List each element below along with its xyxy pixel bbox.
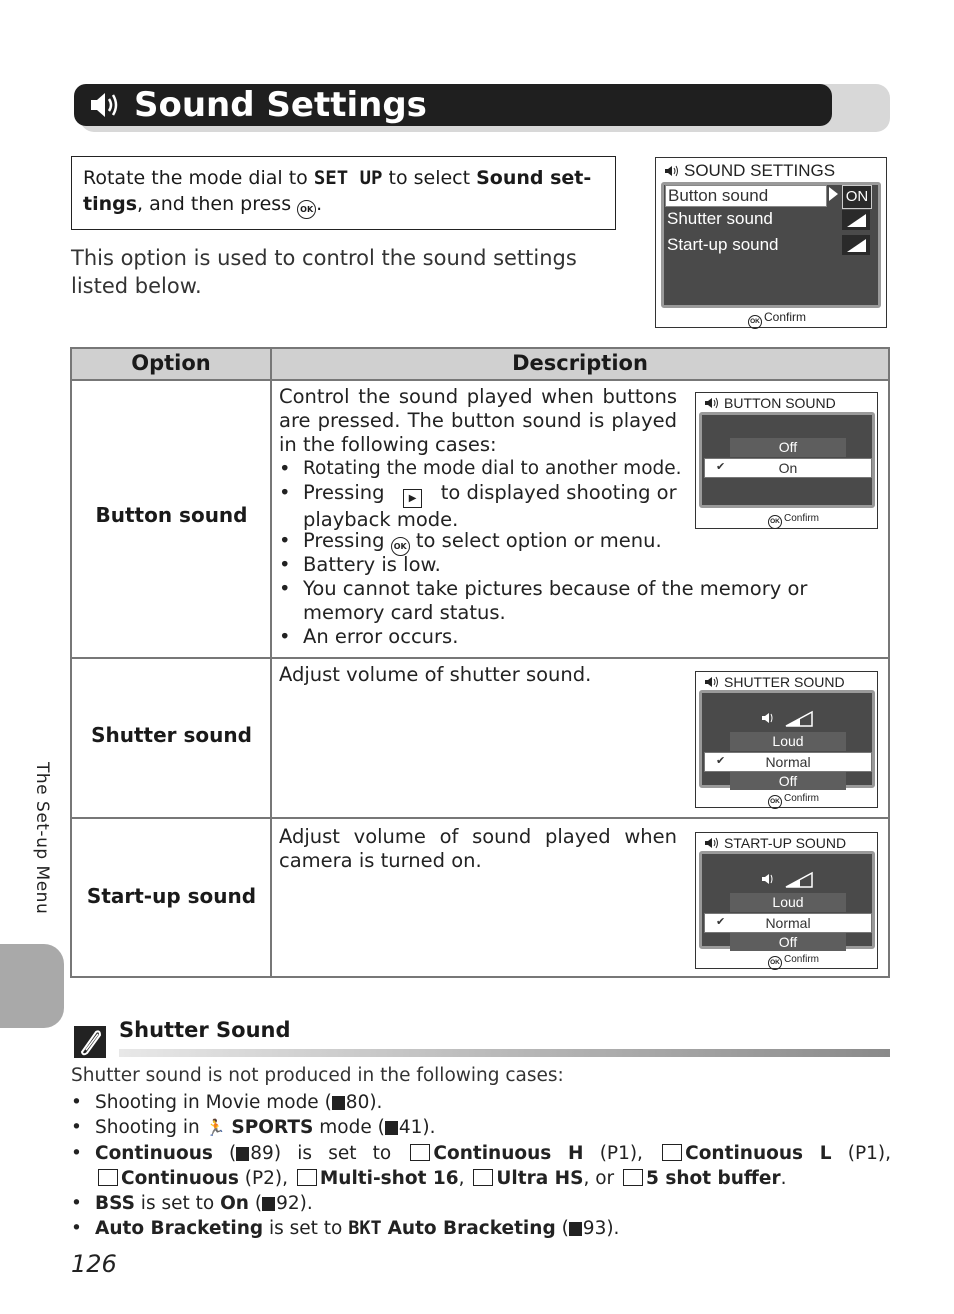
option-shutter-sound: Shutter sound (91, 723, 252, 747)
note-title: Shutter Sound (119, 1018, 291, 1042)
option-on[interactable]: On (704, 458, 872, 478)
ok-button-icon: OK (768, 956, 782, 970)
bkt-icon: BKT (348, 1218, 382, 1239)
page-ref-icon (332, 1096, 345, 1110)
option-startup-sound: Start-up sound (86, 884, 257, 908)
speaker-icon (704, 676, 720, 688)
continuous-l-icon (662, 1144, 682, 1161)
speaker-icon (664, 165, 680, 177)
five-shot-buffer-icon (623, 1169, 643, 1186)
note-bullet: • Auto Bracketing is set to BKT Auto Bracketing ( 93). (71, 1218, 620, 1239)
bullet-item: • Pressing ▶ to displayed shooting or playback mode. (279, 481, 677, 531)
page-ref-icon (569, 1222, 582, 1236)
ok-button-icon: OK (748, 315, 762, 329)
volume-icon (842, 210, 870, 230)
multi-shot-16-icon (297, 1169, 317, 1186)
check-icon: ✔ (716, 916, 726, 928)
option-off[interactable]: Off (730, 933, 846, 951)
page-number: 126 (71, 1250, 117, 1278)
note-bullet: • BSS is set to On ( 92). (71, 1193, 313, 1214)
ok-button-icon: OK (391, 537, 410, 556)
page-ref-icon (262, 1197, 275, 1211)
speaker-icon (88, 90, 124, 120)
bullet-item: • Rotating the mode dial to another mode. (279, 457, 682, 480)
option-loud[interactable]: Loud (730, 893, 846, 912)
continuous-h-icon (410, 1144, 430, 1161)
check-icon: ✔ (716, 461, 726, 473)
note-lead: Shutter sound is not produced in the following cases: (71, 1065, 564, 1086)
ok-button-icon: OK (297, 200, 316, 219)
bullet-item: • Battery is low. (279, 553, 441, 576)
bullet-item: • An error occurs. (279, 625, 459, 648)
speaker-icon (704, 397, 720, 409)
ok-button-icon: OK (768, 515, 782, 529)
button-sound-description: Control the sound played when buttons are pressed. The button sound is played in the following cases: (279, 385, 677, 456)
page-ref-icon (236, 1147, 249, 1161)
page-title: Sound Settings (134, 85, 427, 125)
volume-icon (842, 235, 870, 255)
option-off[interactable]: Off (730, 772, 846, 790)
volume-level-icon (760, 710, 816, 728)
option-loud[interactable]: Loud (730, 732, 846, 751)
menu-item-shutter-sound[interactable]: Shutter sound (667, 209, 773, 228)
arrow-right-icon (829, 187, 838, 201)
playback-button-icon: ▶ (403, 489, 422, 508)
menu-item-startup-sound[interactable]: Start-up sound (667, 235, 779, 254)
shutter-sound-description: Adjust volume of shutter sound. (279, 663, 592, 686)
instruction-box: Rotate the mode dial to SET UP to select Sound set-tings, and then press OK . (71, 156, 616, 230)
shutter-sound-screen: SHUTTER SOUND Loud Normal ✔ Off OK Confirm (695, 671, 878, 808)
page-ref-icon (385, 1121, 398, 1135)
option-normal[interactable]: Normal (704, 913, 872, 933)
bullet-item: • You cannot take pictures because of the memory or memory card status. (279, 577, 808, 624)
speaker-icon (704, 837, 720, 849)
option-button-sound: Button sound (95, 503, 248, 527)
ultra-hs-icon (473, 1169, 493, 1186)
sports-icon: 🏃 (205, 1118, 226, 1137)
option-off[interactable]: Off (730, 438, 846, 457)
options-table (70, 347, 890, 978)
check-icon: ✔ (716, 755, 726, 767)
setup-mode-label: SET UP (313, 167, 383, 189)
column-header-description: Description (272, 349, 888, 379)
startup-sound-description: Adjust volume of sound played when camera is turned on. (279, 825, 677, 872)
note-bullet: • Shooting in 🏃 SPORTS mode ( 41). (71, 1117, 436, 1138)
on-badge: ON (842, 185, 872, 209)
note-bullet: • Continuous ( 89) is set to Continuous H (P1), Continuous L (P1), Continuous (P2), Multi-shot 16, Ultra HS, or 5 shot buffer. (71, 1143, 891, 1189)
column-header-option: Option (72, 349, 270, 379)
startup-sound-screen: START-UP SOUND Loud Normal ✔ Off OK Confirm (695, 832, 878, 969)
button-sound-screen: BUTTON SOUND Off On ✔ OK Confirm (695, 392, 878, 529)
intro-text: This option is used to control the sound settings listed below. (71, 246, 577, 298)
menu-item-button-sound[interactable]: Button sound (665, 185, 827, 207)
volume-level-icon (760, 871, 816, 889)
note-divider (119, 1049, 890, 1057)
note-bullet: • Shooting in Movie mode ( 80). (71, 1092, 383, 1113)
continuous-icon (98, 1169, 118, 1186)
bullet-item: • Pressing OK to select option or menu. (279, 529, 699, 553)
sound-settings-screen: SOUND SETTINGS Button sound ON Shutter sound Start-up sound OK Confirm (655, 157, 887, 328)
side-section-label: The Set-up Menu (32, 762, 52, 915)
option-normal[interactable]: Normal (704, 752, 872, 772)
ok-button-icon: OK (768, 795, 782, 809)
note-pencil-icon (74, 1026, 106, 1058)
side-tab (0, 944, 64, 1028)
